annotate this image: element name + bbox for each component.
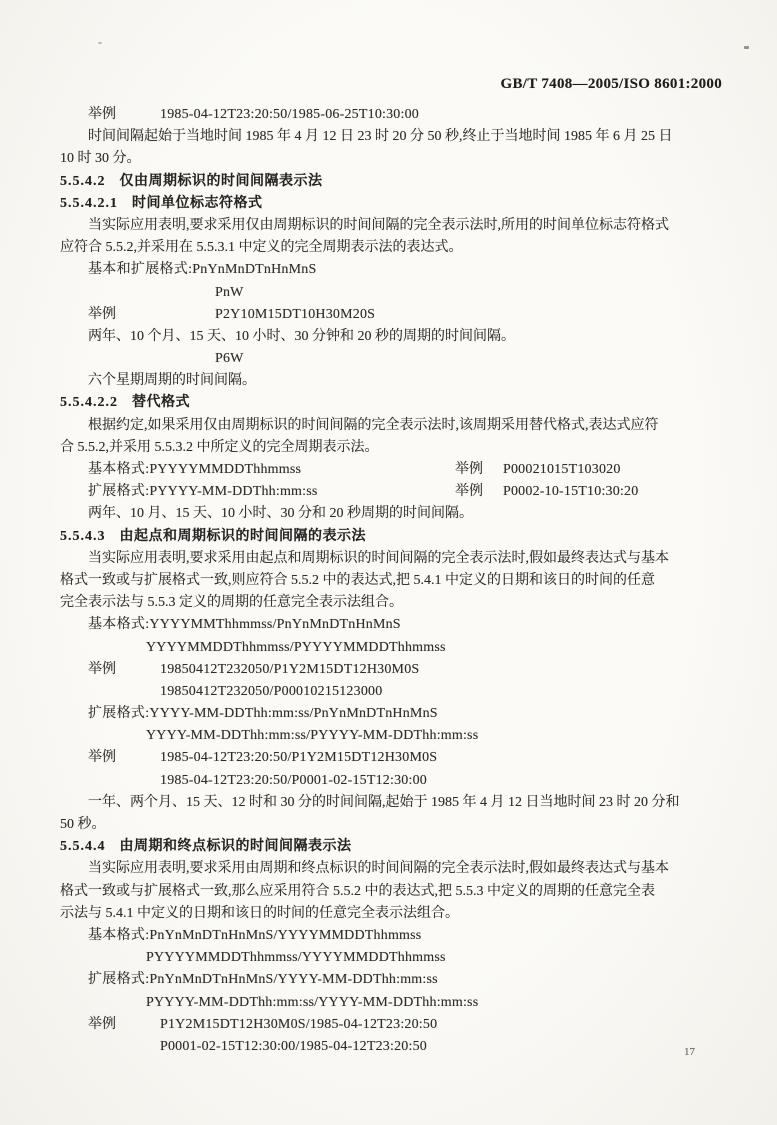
format-label: 基本格式: bbox=[88, 927, 150, 943]
format-value: PYYYY-MM-DDThh:mm:ss bbox=[149, 484, 318, 500]
section-heading bbox=[60, 836, 724, 858]
example-value: P00021015T103020 bbox=[503, 462, 621, 477]
example-line bbox=[60, 659, 724, 681]
format-label: 扩展格式: bbox=[88, 972, 150, 988]
section-heading bbox=[60, 526, 724, 548]
paragraph-line: 完全表示法与 5.5.3 定义的周期的任意完全表示法组合。 bbox=[60, 595, 403, 611]
format-label: 扩展格式: bbox=[88, 484, 150, 500]
section-title: 替代格式 bbox=[132, 395, 190, 411]
paragraph-line: 10 时 30 分。 bbox=[60, 151, 141, 167]
standard-number: GB/T 7408—2005/ISO 8601:2000 bbox=[500, 76, 722, 92]
section-number: 5.5.4.4 bbox=[60, 839, 106, 855]
inline-example bbox=[455, 481, 638, 503]
scan-speck bbox=[98, 42, 102, 44]
page-number: 17 bbox=[684, 1046, 695, 1058]
format-value: YYYYMMThhmmss/PnYnMnDTnHnMnS bbox=[149, 617, 401, 633]
section-number: 5.5.4.2.2 bbox=[60, 395, 118, 411]
paragraph-line: 50 秒。 bbox=[60, 817, 106, 832]
section-title: 时间单位标志符格式 bbox=[132, 195, 263, 211]
paragraph-line: 格式一致或与扩展格式一致,则应符合 5.5.2 中的表达式,把 5.4.1 中定义的日期和该日的时间的任意 bbox=[60, 572, 655, 588]
example-label: 举例 bbox=[88, 107, 116, 122]
section-heading bbox=[60, 171, 724, 193]
section-number: 5.5.4.2 bbox=[60, 173, 106, 189]
format-continuation: P6W bbox=[215, 351, 244, 367]
section-number: 5.5.4.2.1 bbox=[60, 195, 118, 211]
example-line bbox=[60, 304, 724, 326]
format-line bbox=[60, 703, 724, 725]
example-label: 举例 bbox=[88, 750, 116, 766]
section-title: 由周期和终点标识的时间间隔表示法 bbox=[119, 839, 352, 855]
example-value: 1985-04-12T23:20:50/P1Y2M15DT12H30M0S bbox=[160, 750, 438, 766]
format-label: 基本格式: bbox=[88, 462, 150, 477]
example-value: P2Y10M15DT10H30M20S bbox=[215, 306, 376, 322]
format-example-line bbox=[60, 481, 724, 503]
format-continuation: PnW bbox=[215, 284, 244, 300]
section-number: 5.5.4.3 bbox=[60, 528, 106, 544]
section-title: 仅由周期标识的时间间隔表示法 bbox=[119, 173, 323, 189]
format-label: 基本和扩展格式: bbox=[88, 262, 193, 278]
document-body bbox=[60, 104, 724, 1058]
paragraph-line: 示法与 5.4.1 中定义的日期和该日的时间的任意完全表示法组合。 bbox=[60, 905, 459, 921]
format-line bbox=[60, 969, 724, 991]
example-label: 举例 bbox=[88, 661, 116, 677]
section-heading bbox=[60, 193, 724, 215]
format-label: 扩展格式: bbox=[88, 706, 150, 722]
format-line bbox=[60, 259, 724, 281]
example-value: P1Y2M15DT12H30M0S/1985-04-12T23:20:50 bbox=[160, 1016, 438, 1032]
paragraph-line: 一年、两个月、15 天、12 时和 30 分的时间间隔,起始于 1985 年 4 月 12 日当地时间 23 时 20 分和 bbox=[88, 794, 680, 810]
example-label: 举例 bbox=[88, 1016, 116, 1032]
paragraph-line: 根据约定,如果采用仅由周期标识的时间间隔的完全表示法时,该周期采用替代格式,表达式应符 bbox=[88, 417, 659, 433]
example-line bbox=[60, 1014, 724, 1036]
section-heading bbox=[60, 392, 724, 414]
example-line bbox=[60, 747, 724, 769]
example-label: 举例 bbox=[88, 306, 116, 322]
format-continuation: YYYY-MM-DDThh:mm:ss/PYYYY-MM-DDThh:mm:ss bbox=[146, 728, 479, 744]
format-label: 基本格式: bbox=[88, 617, 150, 633]
format-line bbox=[60, 925, 724, 947]
scan-speck bbox=[744, 46, 749, 49]
example-value: 1985-04-12T23:20:50/1985-06-25T10:30:00 bbox=[160, 107, 420, 122]
paragraph-line: 当实际应用表明,要求采用由起点和周期标识的时间间隔的完全表示法时,假如最终表达式与基本 bbox=[88, 550, 669, 566]
format-continuation: YYYYMMDDThhmmss/PYYYYMMDDThhmmss bbox=[146, 639, 446, 655]
example-continuation: P0001-02-15T12:30:00/1985-04-12T23:20:50 bbox=[160, 1038, 427, 1054]
format-value: PnYnMnDTnHnMnS/YYYYMMDDThhmmss bbox=[149, 927, 422, 943]
paragraph-line: 两年、10 月、15 天、10 小时、30 分和 20 秒周期的时间间隔。 bbox=[88, 506, 473, 522]
paragraph-line: 两年、10 个月、15 天、10 小时、30 分钟和 20 秒的周期的时间间隔。 bbox=[88, 328, 515, 344]
format-example-line bbox=[60, 459, 724, 481]
paragraph-line: 当实际应用表明,要求采用由周期和终点标识的时间间隔的完全表示法时,假如最终表达式与基本 bbox=[88, 861, 669, 877]
format-continuation: PYYYY-MM-DDThh:mm:ss/YYYY-MM-DDThh:mm:ss bbox=[146, 994, 479, 1010]
section-title: 由起点和周期标识的时间间隔的表示法 bbox=[119, 528, 366, 544]
paragraph-line: 时间间隔起始于当地时间 1985 年 4 月 12 日 23 时 20 分 50 秒,终止于当地时间 1985 年 6 月 25 日 bbox=[88, 129, 673, 145]
paragraph-line: 当实际应用表明,要求采用仅由周期标识的时间间隔的完全表示法时,所用的时间单位标志符格式 bbox=[88, 217, 669, 233]
format-value: PnYnMnDTnHnMnS/YYYY-MM-DDThh:mm:ss bbox=[149, 972, 438, 988]
example-continuation: 1985-04-12T23:20:50/P0001-02-15T12:30:00 bbox=[160, 772, 427, 788]
format-continuation: PYYYYMMDDThhmmss/YYYYMMDDThhmmss bbox=[146, 950, 446, 966]
paragraph-line: 格式一致或与扩展格式一致,那么应采用符合 5.5.2 中的表达式,把 5.5.3 中定义的周期的任意完全表 bbox=[60, 883, 655, 899]
example-label: 举例 bbox=[455, 484, 483, 500]
format-value: PnYnMnDTnHnMnS bbox=[192, 262, 317, 278]
document-header bbox=[60, 76, 722, 93]
example-continuation: 19850412T232050/P00010215123000 bbox=[160, 683, 383, 699]
paragraph-line: 六个星期周期的时间间隔。 bbox=[88, 373, 256, 389]
inline-example bbox=[455, 459, 621, 481]
example-line bbox=[60, 104, 724, 126]
format-value: YYYY-MM-DDThh:mm:ss/PnYnMnDTnHnMnS bbox=[149, 706, 438, 722]
example-value: P0002-10-15T10:30:20 bbox=[503, 484, 639, 500]
format-line bbox=[60, 614, 724, 636]
example-value: 19850412T232050/P1Y2M15DT12H30M0S bbox=[160, 661, 420, 677]
example-label: 举例 bbox=[455, 462, 483, 477]
format-value: PYYYYMMDDThhmmss bbox=[149, 462, 302, 477]
paragraph-line: 合 5.5.2,并采用 5.5.3.2 中所定义的完全周期表示法。 bbox=[60, 439, 379, 455]
paragraph-line: 应符合 5.5.2,并采用在 5.5.3.1 中定义的完全周期表示法的表达式。 bbox=[60, 240, 463, 256]
